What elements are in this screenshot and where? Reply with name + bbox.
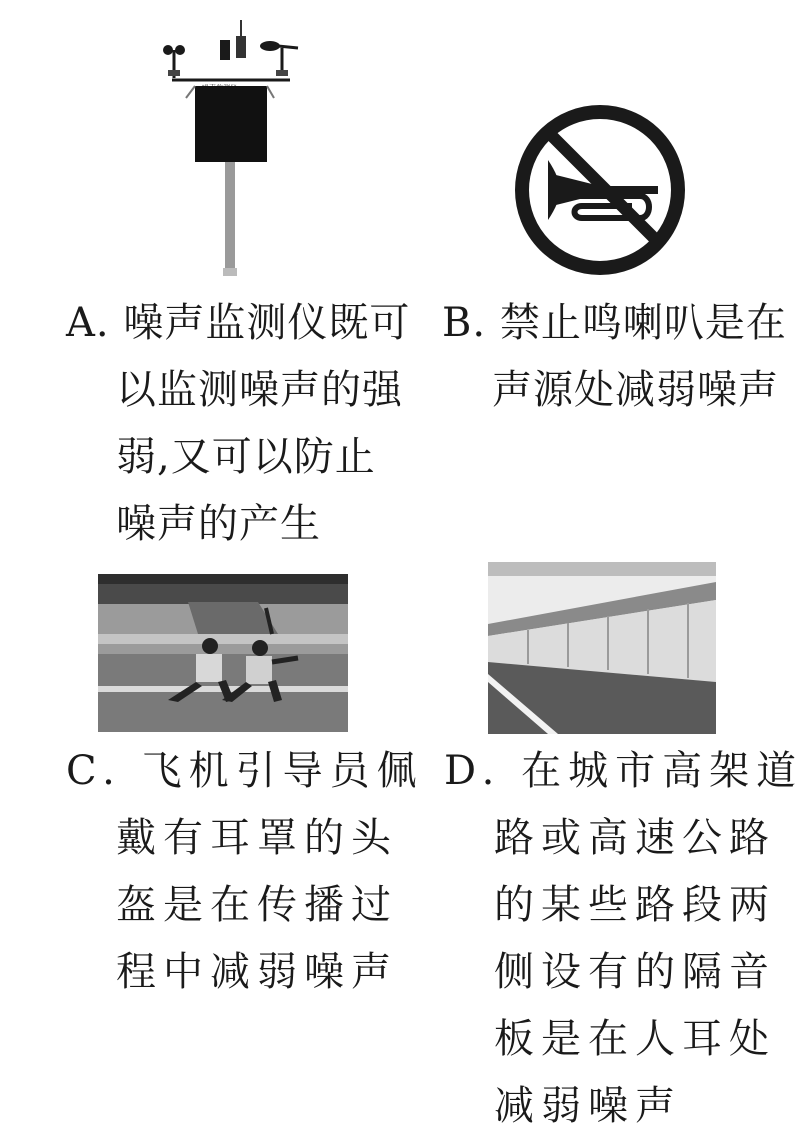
option-text-line: 声源处减弱噪声 <box>492 367 779 413</box>
option-text-line: 在城市高架道 <box>521 748 804 794</box>
option-text-line: 弱,又可以防止 <box>116 434 376 480</box>
option-b <box>442 290 787 424</box>
option-text-line: 噪声监测仪既可 <box>123 300 411 346</box>
option-text-line: 以监测噪声的强 <box>116 367 403 413</box>
highway-sound-barrier-photo <box>488 562 716 734</box>
option-a <box>66 290 410 558</box>
option-text-line: 飞机引导员佩 <box>141 748 424 794</box>
option-d <box>444 738 803 1140</box>
option-text-line: 的某些路段两 <box>494 882 776 928</box>
option-letter: B. <box>442 300 487 346</box>
option-text-line: 侧设有的隔音 <box>494 949 776 995</box>
option-text-line: 盔是在传播过 <box>116 882 398 928</box>
anemometer-icon <box>163 45 185 78</box>
option-letter: A. <box>66 300 110 346</box>
noise-monitor-image <box>150 18 310 283</box>
microphone-icon <box>260 41 298 76</box>
option-text-line: 程中减弱噪声 <box>116 949 398 995</box>
option-text-line: 噪声的产生 <box>116 501 321 547</box>
option-text-line: 路或高速公路 <box>494 815 776 861</box>
aircraft-marshallers-photo <box>98 574 348 732</box>
option-text-line: 禁止鸣喇叭是在 <box>499 300 787 346</box>
option-text-line: 戴有耳罩的头 <box>116 815 398 861</box>
option-letter: D. <box>444 748 502 794</box>
option-text-line: 减弱噪声 <box>494 1083 682 1129</box>
option-text-line: 板是在人耳处 <box>494 1016 776 1062</box>
no-horn-sign <box>512 102 688 278</box>
option-letter: C. <box>66 748 122 794</box>
option-c <box>66 738 424 1006</box>
